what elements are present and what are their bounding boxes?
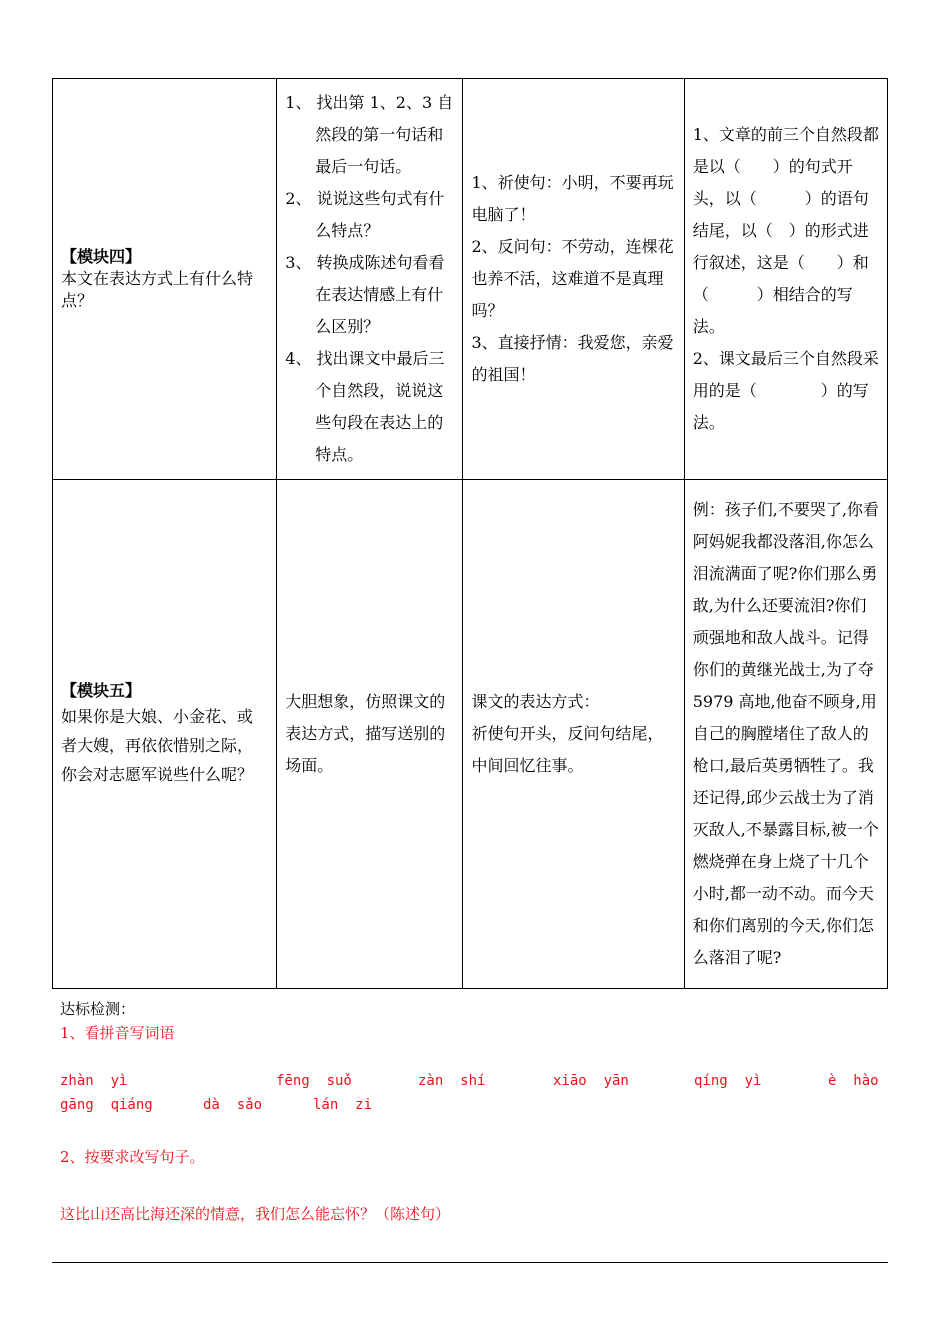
rewrite-sentence: 这比山还高比海还深的情意，我们怎么能忘怀？（陈述句） [60,1205,451,1223]
module-5-method-label: 课文的表达方式： [471,692,600,711]
pinyin-item: zhàn yì [60,1073,128,1089]
module-4-example-2: 2、反问句：不劳动，连棵花也养不活，这难道不是真理吗？ [471,237,674,320]
module-4-answers-cell [684,79,887,480]
module-4-example-3: 3、直接抒情：我爱您，亲爱的祖国！ [471,333,674,384]
test-title: 达标检测： [60,1000,136,1018]
module-5-question: 如果你是大娘、小金花、或者大嫂，再依依惜别之际，你会对志愿军说些什么呢？ [61,706,254,784]
lesson-table [52,78,888,989]
module-4-answer-2: 2、课文最后三个自然段采用的是（ ）的写法。 [692,349,879,432]
table-row-module-4 [53,79,888,480]
module-4-task-1: 1、 找出第 1、2、3 自然段的第一句话和最后一句话。 [285,93,454,176]
module-4-example-1: 1、祈使句：小明，不要再玩电脑了！ [471,173,674,224]
module-5-method-cell [463,480,684,989]
pinyin-item: xiāo yān [553,1073,629,1089]
module-5-task: 大胆想象，仿照课文的表达方式，描写送别的场面。 [285,692,446,775]
module-5-example: 例：孩子们,不要哭了,你看阿妈妮我都没落泪,你怎么泪流满面了呢?你们那么勇敢,为什么还要流泪?你们顽强地和敌人战斗。记得你们的黄继光战士,为了夺 5979 高地,他奋不顾身,用自己的胸膛堵住了敌人的枪口,最后英勇牺牲了。我还记得,邱少云战士为了消灭敌人,不暴露目标,被一个燃烧弹在身上烧了十几个小时,都一动不动。而今天和你们离别的今天,你们怎么落泪了呢? [692,500,879,967]
module-4-task-3: 3、 转换成陈述句看看在表达情感上有什么区别？ [285,253,445,336]
module-4-question: 本文在表达方式上有什么特点？ [61,269,254,310]
table-row-module-5 [53,480,888,989]
module-4-heading: 【模块四】 [61,247,142,266]
section-pinyin-title: 1、看拼音写词语 [60,1024,175,1042]
module-5-task-cell [277,480,463,989]
pinyin-item: dà sǎo [203,1097,263,1113]
module-4-tasks-cell [277,79,463,480]
module-4-question-cell [53,79,277,480]
pinyin-item: fēng suǒ [276,1073,352,1089]
pinyin-item: lán zi [313,1097,373,1113]
footer-divider [52,1262,888,1263]
module-4-answer-1: 1、文章的前三个自然段都是以（ ）的句式开头，以（ ）的语句结尾，以（ ）的形式进行叙述，这是（ ）和（ ）相结合的写法。 [692,125,879,336]
module-5-example-cell [684,480,887,989]
module-4-task-4: 4、 找出课文中最后三个自然段，说说这些句段在表达上的特点。 [285,349,445,464]
module-4-task-2: 2、 说说这些句式有什么特点？ [285,189,445,240]
pinyin-item: è hào [828,1073,879,1089]
pinyin-item: zàn shí [418,1073,486,1089]
section-rewrite-title: 2、按要求改写句子。 [60,1148,205,1166]
module-5-heading: 【模块五】 [61,680,142,700]
pinyin-item: qíng yì [694,1073,762,1089]
pinyin-item: gāng qiáng [60,1097,153,1113]
module-4-examples-cell [463,79,684,480]
module-5-question-cell [53,480,277,989]
module-5-method-text: 祈使句开头，反问句结尾，中间回忆往事。 [471,724,664,775]
